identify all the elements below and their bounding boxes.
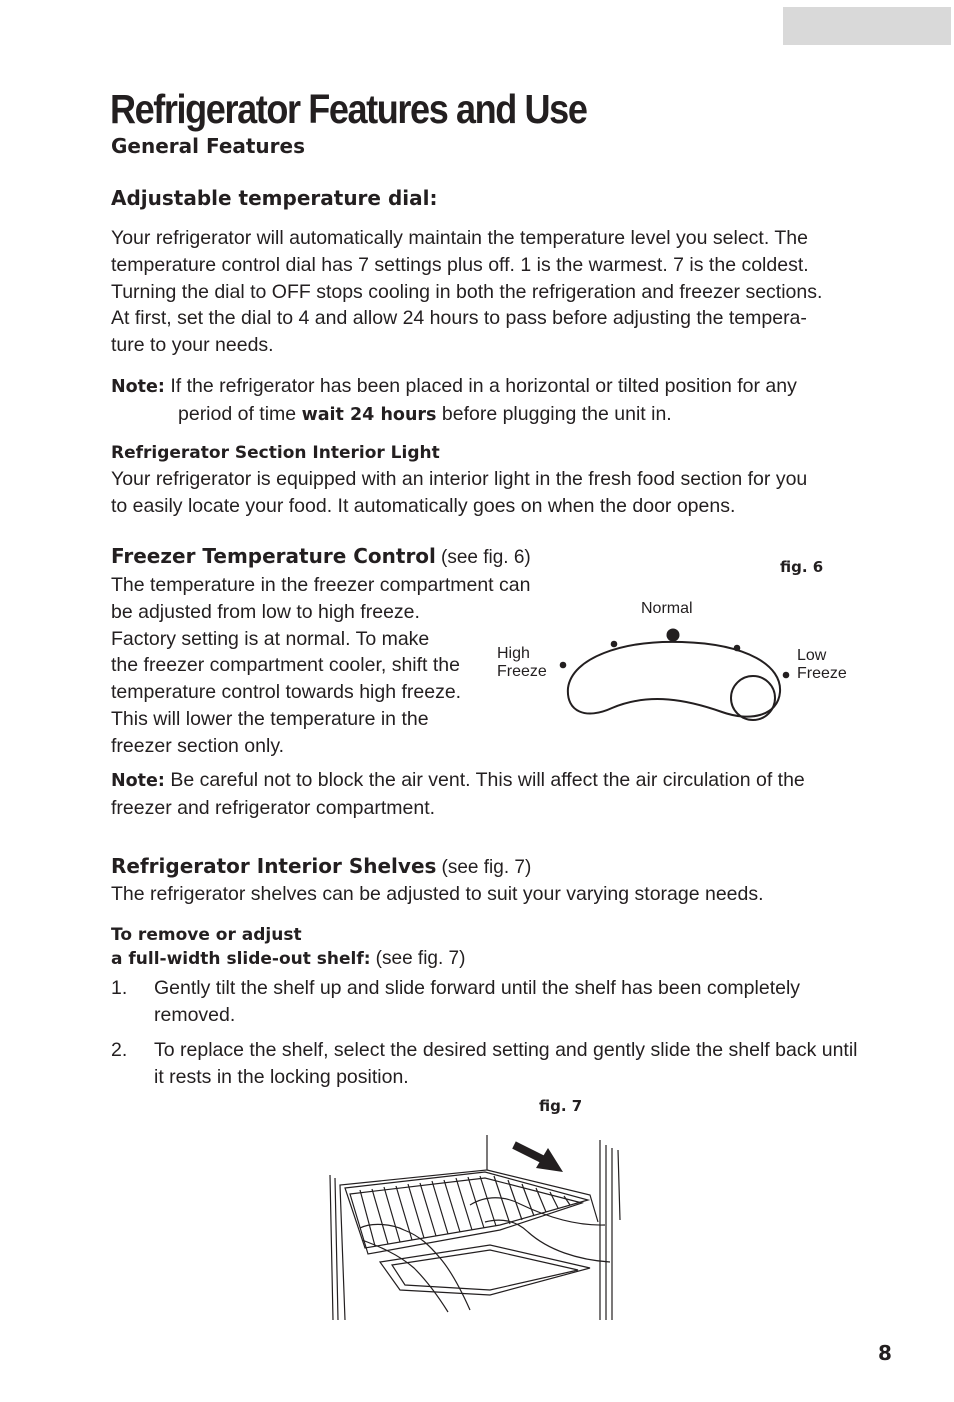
setting-dot-high [560,662,567,669]
paragraph-line: freezer section only. [111,734,285,757]
note-text: Be careful not to block the air vent. This will affect the air circulation of the [170,769,805,791]
freezer-dial-diagram [480,590,880,740]
page-number: 8 [878,1341,892,1365]
setting-dot [611,641,618,648]
setting-dot [734,645,741,652]
shelf-step-2 [111,1037,881,1091]
temp-dial-paragraph [111,225,871,359]
freezer-note [111,767,871,822]
paragraph-line: be adjusted from low to high freeze. [111,600,420,623]
crisper-outline [380,1245,590,1295]
label-line: Low [797,647,827,664]
fig6-label: fig. 6 [780,558,824,576]
right-arm-lower [485,1220,610,1262]
step-line: To replace the shelf, select the desired setting and gently slide the shelf back until [154,1039,858,1061]
page-title: Refrigerator Features and Use [110,86,587,132]
remove-shelf-subheading: To remove or adjust [111,925,302,945]
note-text: before plugging the unit in. [441,402,672,425]
remove-shelf-subheading-row [111,948,465,970]
note-text: period of time [178,402,297,425]
step-line: it rests in the locking position. [154,1065,409,1088]
paragraph-line: ture to your needs. [111,334,274,357]
step-number: 1. [111,977,128,999]
step-number: 2. [111,1039,128,1061]
fig7-label: fig. 7 [539,1097,583,1115]
step-line: removed. [154,1003,236,1026]
note-text: If the refrigerator has been placed in a horizontal or tilted position for any [170,375,797,397]
label-line: Freeze [797,665,847,682]
shelves-paragraph: The refrigerator shelves can be adjusted to suit your varying storage needs. [111,883,764,905]
shelves-heading-row [111,854,531,879]
interior-light-paragraph [111,466,871,520]
section-tab-marker [783,7,951,45]
cabinet-left-wall [330,1175,338,1320]
paragraph-line: This will lower the temperature in the [111,707,429,730]
paragraph-line: Turning the dial to OFF stops cooling in both the refrigeration and freezer sections. [111,280,823,303]
paragraph-line: temperature control towards high freeze. [111,681,462,704]
paragraph-line: Your refrigerator is equipped with an interior light in the fresh food section for you [111,468,808,490]
door-edge [600,1140,620,1320]
paragraph-line: Factory setting is at normal. To make [111,627,430,650]
freezer-control-heading-row [111,544,531,569]
paragraph-line: temperature control dial has 7 settings plus off. 1 is the warmest. 7 is the coldest. [111,253,809,276]
figure-reference: (see fig. 7) [375,948,466,969]
figure-reference: (see fig. 7) [441,857,532,878]
left-hand-arm [360,1224,470,1310]
paragraph-line: to easily locate your food. It automatically goes on when the door opens. [111,494,736,517]
freezer-control-heading: Freezer Temperature Control [111,544,436,568]
left-arm-lower [362,1240,448,1312]
note-label: Note: [111,377,165,397]
dial-knob [731,676,775,720]
label-line: Freeze [497,663,547,680]
dial-body-outline [568,642,780,717]
step-text [154,1037,858,1091]
paragraph-line: Your refrigerator will automatically maintain the temperature level you select. The [111,227,808,249]
freezer-control-paragraph [111,572,531,760]
step-text [154,975,800,1029]
paragraph-line: The temperature in the freezer compartment can [111,574,531,596]
setting-dot-low [783,672,790,679]
note-label: Note: [111,771,165,791]
paragraph-line: At first, set the dial to 4 and allow 24 hours to pass before adjusting the tempera- [111,307,807,330]
shelf-removal-illustration [320,1125,640,1330]
step-line: Gently tilt the shelf up and slide forward until the shelf has been completely [154,977,801,999]
section-subtitle: General Features [111,134,306,158]
paragraph-line: the freezer compartment cooler, shift the [111,654,461,677]
temp-dial-heading: Adjustable temperature dial: [111,186,438,210]
temp-dial-note [111,373,871,429]
shelves-heading: Refrigerator Interior Shelves [111,854,437,878]
note-emphasis: wait 24 hours [301,404,437,425]
remove-shelf-subheading-line2: a full-width slide-out shelf: [111,949,371,969]
label-line: High [497,645,530,662]
interior-light-heading: Refrigerator Section Interior Light [111,443,440,463]
note-text: freezer and refrigerator compartment. [111,796,436,819]
figure-reference: (see fig. 6) [441,547,531,568]
shelf-step-1 [111,975,881,1029]
dial-normal-label: Normal [641,600,693,617]
setting-dot-normal [667,629,680,642]
